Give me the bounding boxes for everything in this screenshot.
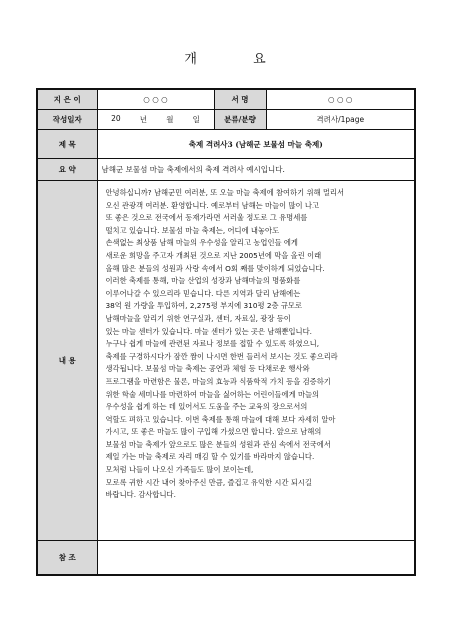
- date-row: [37, 110, 415, 130]
- content-line: 우수성을 쉽게 하는 데 있어서도 도움을 주는 교육의 장으로서의: [105, 402, 308, 412]
- date-value: [97, 110, 214, 130]
- subject-value: 축제 격려사3 (남해군 보물섬 마늘 축제): [97, 130, 415, 159]
- author-row: [37, 89, 415, 110]
- date-label: 작성일자: [37, 110, 97, 130]
- content-line: 모처럼 나들이 나오신 가족들도 많이 보이는데,: [105, 465, 254, 475]
- content-line: 이루어나갈 수 있으리라 믿습니다. 다른 지역과 달리 남해에는: [105, 288, 301, 298]
- content-label: 내 용: [37, 181, 97, 541]
- document-title: 개 요: [184, 52, 292, 67]
- content-line: 누구나 쉽게 마늘에 관련된 자료나 정보를 접할 수 있도록 하였으니,: [105, 339, 320, 349]
- summary-row: [37, 159, 415, 181]
- content-line: 프로그램을 마련함은 물론, 마늘의 효능과 식품학적 가치 등을 검증하기: [105, 376, 331, 386]
- content-line: 있는 마늘 센터가 있습니다. 마늘 센터가 있는 곳은 남해뿐입니다.: [105, 326, 312, 336]
- category-value: 격려사/1page: [266, 110, 415, 130]
- content-line: 38억 원 가량을 투입하여, 2,275평 부지에 310평 2층 규모로: [105, 301, 302, 311]
- content-line: 제일 가는 마늘 축제로 자리 매김 할 수 있기를 바라마지 않습니다.: [105, 452, 315, 462]
- date-year-unit: 년: [139, 115, 148, 124]
- reference-label: 참 조: [37, 541, 97, 575]
- content-line: 떨치고 있습니다. 보물섬 마늘 축제는, 어디에 내놓아도: [105, 225, 280, 235]
- category-label: 분류/분량: [214, 110, 266, 130]
- signature-value: ○ ○ ○: [266, 89, 415, 110]
- content-line: 올해 많은 분들의 성원과 사랑 속에서 O회 째를 맞이하게 되었습니다.: [105, 263, 325, 273]
- content-line: 역할도 펴하고 있습니다. 이번 축제를 통해 마늘에 대해 보다 자세히 알아: [105, 414, 336, 424]
- content-row: [37, 181, 415, 541]
- content-line: 또 좋은 것으로 전국에서 동재가라면 서러울 정도로 그 유명세를: [105, 213, 308, 223]
- content-line: 손색없는 최상품 남해 마늘의 우수성을 알리고 농업인들 에게: [105, 238, 298, 248]
- date-month-unit: 월: [166, 115, 174, 124]
- reference-row: [37, 541, 415, 575]
- subject-row: [37, 130, 415, 159]
- content-line: 안녕하십니까? 남해군민 여러분, 또 오늘 마늘 축제에 참여하기 위해 멀리서: [105, 188, 345, 197]
- content-line: 축제를 구경하시다가 잠깐 짬이 나시면 한번 들러서 보시는 것도 좋으리라: [105, 351, 338, 361]
- overview-form-table: [36, 88, 416, 576]
- content-body: [97, 181, 415, 541]
- summary-label: 요 약: [37, 159, 97, 181]
- reference-value: [97, 541, 415, 575]
- author-label: 지 은 이: [37, 89, 97, 110]
- content-line: 오신 관광객 여러분. 환영합니다. 예로부터 남해는 마늘이 많이 나고: [105, 200, 320, 210]
- content-line: 가시고, 또 좋은 마늘도 많이 구입해 가셨으면 합니다. 앞으로 남해의: [105, 427, 322, 437]
- date-day-unit: 일: [192, 115, 200, 124]
- subject-label: 제 목: [37, 130, 97, 159]
- content-line: 남해마늘을 알리기 위한 연구실과, 센터, 자료실, 광장 등이: [105, 313, 291, 323]
- signature-label: 서 명: [214, 89, 266, 110]
- content-line: 생각됩니다. 보물섬 마늘 축제는 공연과 체험 등 다채로운 행사와: [105, 364, 310, 374]
- content-line: 새로운 희망을 주고자 개최된 것으로 지난 2005년에 막을 올린 이래: [105, 250, 322, 260]
- date-year: 20: [111, 114, 121, 123]
- content-lines: [106, 187, 407, 502]
- content-line: 모로록 귀한 시간 내어 찾아주신 만큼, 즐겁고 유익한 시간 되시길: [105, 477, 312, 487]
- summary-value: 남해군 보물섬 마늘 축제에서의 축제 격려사 예시입니다.: [97, 159, 415, 181]
- content-line: 위한 학술 세미나를 마련하여 마늘을 싫어하는 어린이들에게 마늘의: [105, 389, 320, 399]
- content-line: 보물섬 마늘 축제가 앞으로도 많은 분들의 성원과 관심 속에서 전국에서: [105, 439, 331, 449]
- content-line: 이러한 축제를 통해, 마늘 산업의 성장과 남해마늘의 명품화를: [105, 276, 301, 286]
- content-line: 바랍니다. 감사합니다.: [105, 490, 176, 500]
- author-value: ○ ○ ○: [97, 89, 214, 110]
